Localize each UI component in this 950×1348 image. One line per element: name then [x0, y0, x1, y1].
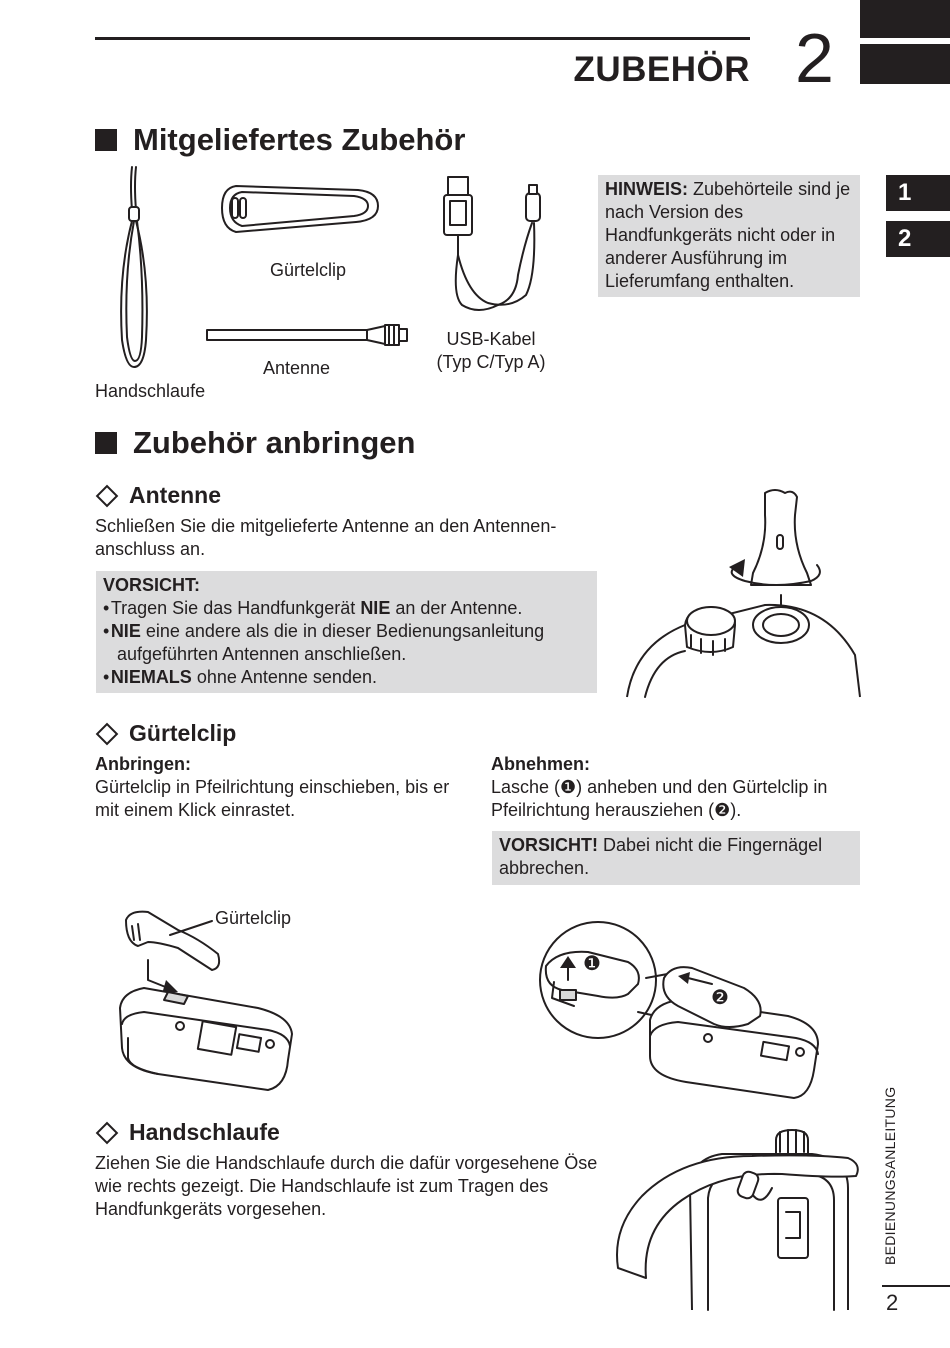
- antenna-label: Antenne: [263, 358, 331, 378]
- beltclip-remove-block: [491, 753, 861, 822]
- subheading-handstrap: [95, 1119, 280, 1146]
- side-tab-1[interactable]: 1: [886, 175, 950, 211]
- side-tab-2[interactable]: 2: [886, 221, 950, 257]
- chapter-bar-top: [860, 0, 950, 38]
- usb-cable-label: [430, 328, 552, 374]
- caution-text: Dabei nicht die Fingernägel abbrechen.: [499, 835, 823, 878]
- beltclip-remove-illustration: [538, 920, 823, 1100]
- handstrap-instruction: Ziehen Sie die Handschlaufe durch die dafür vorgesehene Öse wie rechts gezeigt. Die Handschlaufe ist zum Tragen des Handfunkgeräts vorgesehen.: [95, 1153, 598, 1219]
- remove-text: Lasche (❶) anheben und den Gürtelclip in Pfeilrichtung herausziehen (❷).: [491, 777, 828, 820]
- caution-title: VORSICHT!: [499, 835, 598, 855]
- marker-2: ❷: [711, 987, 729, 1009]
- section-title: Zubehör anbringen: [133, 425, 416, 460]
- subheading-text: Antenne: [129, 482, 221, 508]
- antenna-caution-box: [96, 571, 597, 693]
- subheading-text: Gürtelclip: [129, 720, 237, 746]
- caution-item: • Tragen Sie das Handfunkgerät NIE an der Antenne.: [103, 598, 523, 618]
- chapter-number: 2: [795, 19, 834, 97]
- handstrap-label: Handschlaufe: [95, 381, 206, 401]
- diamond-bullet-icon: [96, 1121, 119, 1144]
- subheading-beltclip: [95, 720, 236, 747]
- chapter-bar-bottom: [860, 44, 950, 84]
- square-bullet-icon: [95, 432, 117, 454]
- section-title: Mitgeliefertes Zubehör: [133, 122, 466, 157]
- caution-title: VORSICHT:: [103, 575, 201, 595]
- subheading-text: Handschlaufe: [129, 1119, 280, 1145]
- note-text: Zubehörteile sind je nach Version des Handfunkgeräts nicht oder in anderer Ausführung im Lieferumfang enthalten.: [605, 179, 851, 291]
- chapter-title: ZUBEHÖR: [573, 50, 750, 89]
- usb-cable-label-line2: (Typ C/Typ A): [436, 352, 546, 372]
- note-box: [598, 175, 860, 297]
- antenna-instruction: Schließen Sie die mitgelieferte Antenne an den Antennenanschluss an.: [95, 516, 557, 559]
- attach-title: Anbringen:: [95, 754, 191, 774]
- handstrap-illustration: [110, 165, 160, 375]
- square-bullet-icon: [95, 129, 117, 151]
- beltclip-label: Gürtelclip: [269, 260, 347, 280]
- beltclip-caution-box: [492, 831, 860, 885]
- handstrap-attach-illustration: [612, 1128, 862, 1310]
- section-heading-supplied-accessories: [95, 122, 465, 158]
- remove-title: Abnehmen:: [491, 754, 590, 774]
- antenna-attach-illustration: [625, 485, 860, 697]
- antenna-illustration: [205, 322, 410, 352]
- attach-text: Gürtelclip in Pfeilrichtung einschieben, bis er mit einem Klick einrastet.: [95, 777, 450, 820]
- note-title: HINWEIS:: [605, 179, 688, 199]
- section-heading-attach-accessories: [95, 425, 415, 461]
- beltclip-attach-block: [95, 753, 455, 822]
- caution-item: • NIE eine andere als die in dieser Bedienungsanleitung aufgeführten Antennen anschließen.: [103, 621, 545, 664]
- diamond-bullet-icon: [96, 484, 119, 507]
- usb-cable-illustration: [438, 175, 553, 325]
- caution-item: • NIEMALS ohne Antenne senden.: [103, 667, 377, 687]
- usb-cable-label-line1: USB-Kabel: [446, 329, 536, 349]
- subheading-antenna: [95, 482, 221, 509]
- beltclip-leader-line: [168, 915, 218, 937]
- page-number: 2: [886, 1290, 899, 1315]
- beltclip-figure-label: Gürtelclip: [215, 908, 292, 928]
- side-rule: [882, 1285, 950, 1287]
- marker-1: ❶: [583, 953, 601, 975]
- side-manual-label: [882, 1075, 906, 1265]
- header-rule: [95, 37, 750, 40]
- diamond-bullet-icon: [96, 722, 119, 745]
- beltclip-illustration: [218, 180, 383, 240]
- side-manual-text: BEDIENUNGSANLEITUNG: [882, 1086, 898, 1265]
